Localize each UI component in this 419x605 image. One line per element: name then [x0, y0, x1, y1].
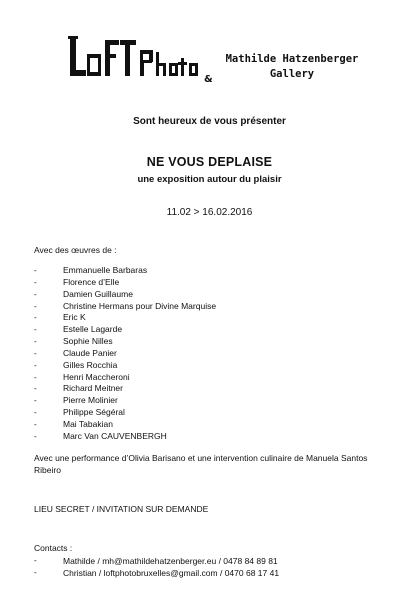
list-marker: - — [34, 348, 37, 358]
gallery-logo — [212, 52, 372, 82]
list-marker: - — [34, 408, 37, 418]
artist-name: Henri Maccheroni — [63, 371, 130, 382]
artist-name: Mai Tabakian — [63, 418, 113, 429]
list-marker: - — [34, 289, 37, 299]
list-marker: - — [34, 556, 37, 565]
performance-note: Avec une performance d’Olivia Barisano et une intervention culinaire de Manuela Santos Ribeiro — [34, 453, 368, 475]
artist-name: Estelle Lagarde — [63, 324, 123, 335]
contacts-heading: Contacts : — [34, 543, 73, 553]
list-marker: - — [34, 325, 37, 335]
artist-name: Eric K — [63, 312, 86, 323]
artist-name: Christine Hermans pour Divine Marquise — [63, 300, 217, 311]
list-marker: - — [34, 313, 37, 323]
artist-name: Sophie Nilles — [63, 336, 113, 347]
exhibition-title: NE VOUS DEPLAISE — [146, 155, 273, 169]
artist-name: Gilles Rocchia — [63, 359, 118, 370]
ampersand: & — [204, 74, 213, 85]
artist-name: Florence d’Elle — [63, 276, 120, 287]
list-marker: - — [34, 396, 37, 406]
exhibition-subtitle: une exposition autour du plaisir — [137, 174, 282, 185]
list-marker: - — [34, 372, 37, 382]
artist-name: Richard Meitner — [63, 383, 123, 394]
loft-photo-logo-graphic — [68, 36, 200, 86]
gallery-logo-line-2: Gallery — [269, 68, 315, 80]
list-marker: - — [34, 337, 37, 347]
intro-text: Sont heureux de vous présenter — [133, 116, 286, 127]
artist-name: Marc Van CAUVENBERGH — [63, 430, 167, 441]
exhibition-dates: 11.02 > 16.02.2016 — [166, 207, 253, 218]
list-marker: - — [34, 568, 37, 577]
list-marker: - — [34, 266, 37, 275]
artist-name: Claude Panier — [63, 347, 117, 358]
contact-christian[interactable]: Christian / loftphotobruxelles@gmail.com / 0470 68 17 41 — [63, 568, 280, 578]
list-marker: - — [34, 419, 37, 429]
list-marker: - — [34, 360, 37, 370]
list-marker: - — [34, 301, 37, 311]
list-marker: - — [34, 277, 37, 287]
artist-name: Pierre Molinier — [63, 395, 118, 406]
list-marker: - — [34, 431, 37, 441]
artist-name: Emmanuelle Barbaras — [63, 265, 148, 275]
secret-location-note: LIEU SECRET / INVITATION SUR DEMANDE — [34, 504, 209, 514]
contact-mathilde[interactable]: Mathilde / mh@mathildehatzenberger.eu / 0478 84 89 81 — [63, 556, 278, 566]
artist-name: Philippe Ségéral — [63, 407, 125, 418]
works-heading: Avec des œuvres de : — [34, 245, 117, 255]
list-marker: - — [34, 384, 37, 394]
artist-name: Damien Guillaume — [63, 288, 133, 299]
gallery-logo-line-1: Mathilde Hatzenberger — [225, 53, 359, 65]
loft-photo-logo — [68, 36, 200, 86]
